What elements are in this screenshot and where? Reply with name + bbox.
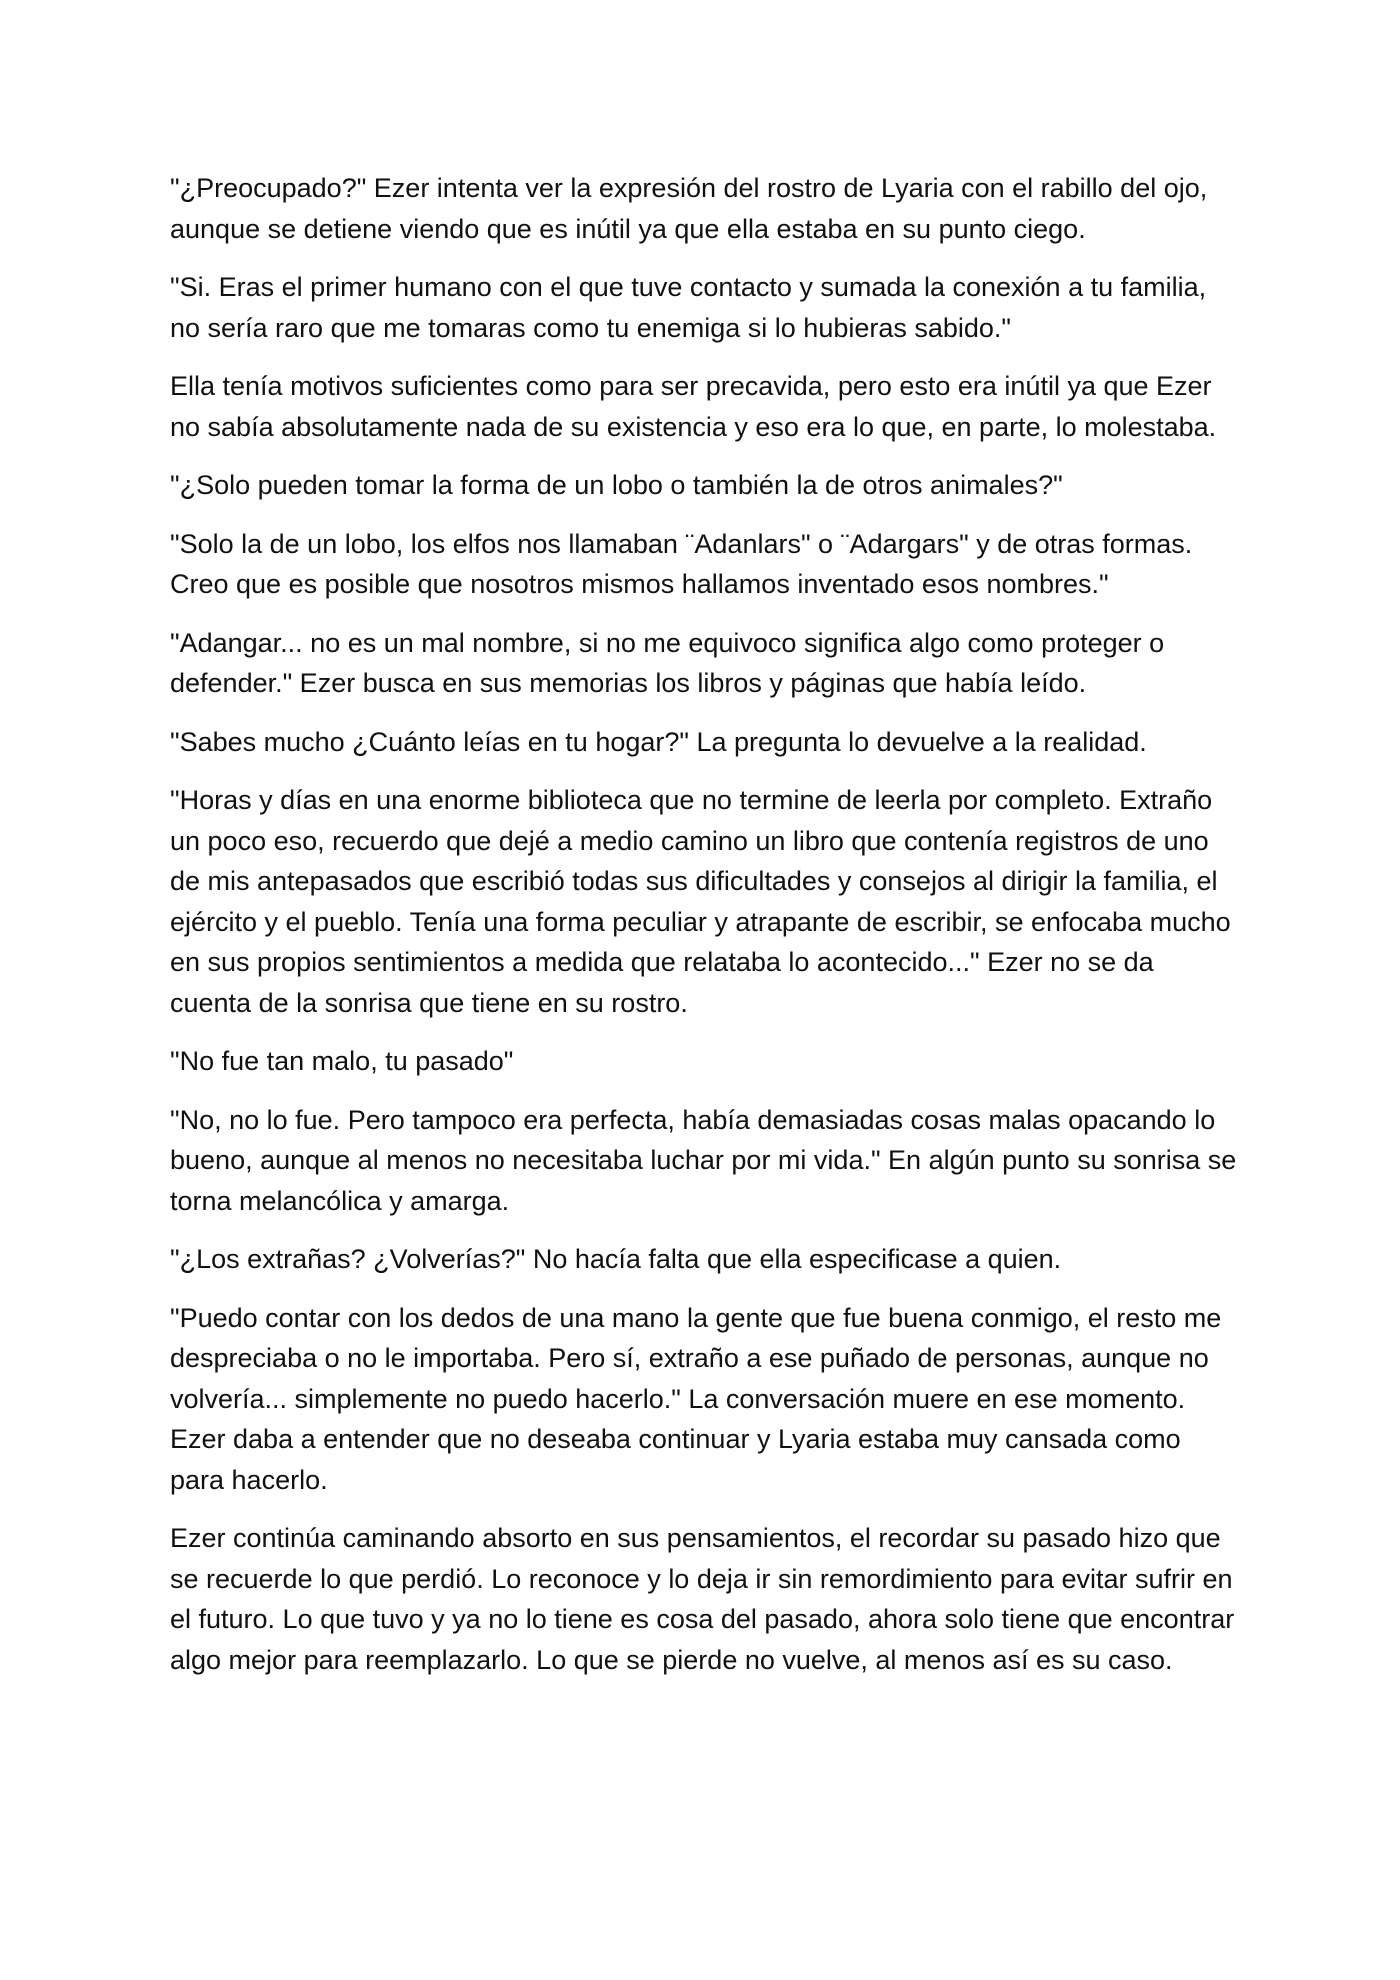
paragraph-11: "¿Los extrañas? ¿Volverías?" No hacía falta que ella especificase a quien. xyxy=(170,1244,1062,1274)
paragraph-8: "Horas y días en una enorme biblioteca que no termine de leerla por completo. Extraño un poco eso, recuerdo que dejé a medio camino un libro que contenía registros de uno de mis antepasados que escribió todas sus dificultades y consejos al dirigir la familia, el ejército y el pueblo. Tenía una forma peculiar y atrapante de escribir, se enfocaba mucho en sus propios sentimientos a medida que relataba lo acontecido..." Ezer no se da cuenta de la sonrisa que tiene en su rostro. xyxy=(170,785,1231,1018)
paragraph-4: "¿Solo pueden tomar la forma de un lobo o también la de otros animales?" xyxy=(170,470,1063,500)
paragraph-2: "Si. Eras el primer humano con el que tuve contacto y sumada la conexión a tu familia, no sería raro que me tomaras como tu enemiga si lo hubieras sabido." xyxy=(170,272,1207,343)
paragraph-12: "Puedo contar con los dedos de una mano la gente que fue buena conmigo, el resto me despreciaba o no le importaba. Pero sí, extraño a ese puñado de personas, aunque no volvería... simplemente no puedo hacerlo." La conversación muere en ese momento. Ezer daba a entender que no deseaba continuar y Lyaria estaba muy cansada como para hacerlo. xyxy=(170,1302,1222,1495)
paragraph-7: "Sabes mucho ¿Cuánto leías en tu hogar?" La pregunta lo devuelve a la realidad. xyxy=(170,726,1147,757)
document-body xyxy=(170,168,1240,1698)
paragraph-6: "Adangar... no es un mal nombre, si no me equivoco significa algo como proteger o defender." Ezer busca en sus memorias los libros y páginas que había leído. xyxy=(170,627,1165,698)
paragraph-10: "No, no lo fue. Pero tampoco era perfecta, había demasiadas cosas malas opacando lo bueno, aunque al menos no necesitaba luchar por mi vida." En algún punto su sonrisa se torna melancólica y amarga. xyxy=(170,1104,1237,1216)
paragraph-9: "No fue tan malo, tu pasado" xyxy=(170,1046,514,1076)
paragraph-3: Ella tenía motivos suficientes como para ser precavida, pero esto era inútil ya que Ezer no sabía absolutamente nada de su existencia y eso era lo que, en parte, lo molestaba. xyxy=(170,371,1217,442)
paragraph-13: Ezer continúa caminando absorto en sus pensamientos, el recordar su pasado hizo que se recuerde lo que perdió. Lo reconoce y lo deja ir sin remordimiento para evitar sufrir en el futuro. Lo que tuvo y ya no lo tiene es cosa del pasado, ahora solo tiene que encontrar algo mejor para reemplazarlo. Lo que se pierde no vuelve, al menos así es su caso. xyxy=(170,1523,1235,1675)
paragraph-1: "¿Preocupado?" Ezer intenta ver la expresión del rostro de Lyaria con el rabillo del ojo, aunque se detiene viendo que es inútil ya que ella estaba en su punto ciego. xyxy=(170,173,1208,244)
paragraph-5: "Solo la de un lobo, los elfos nos llamaban ¨Adanlars" o ¨Adargars" y de otras formas. Creo que es posible que nosotros mismos hallamos inventado esos nombres." xyxy=(170,528,1193,599)
